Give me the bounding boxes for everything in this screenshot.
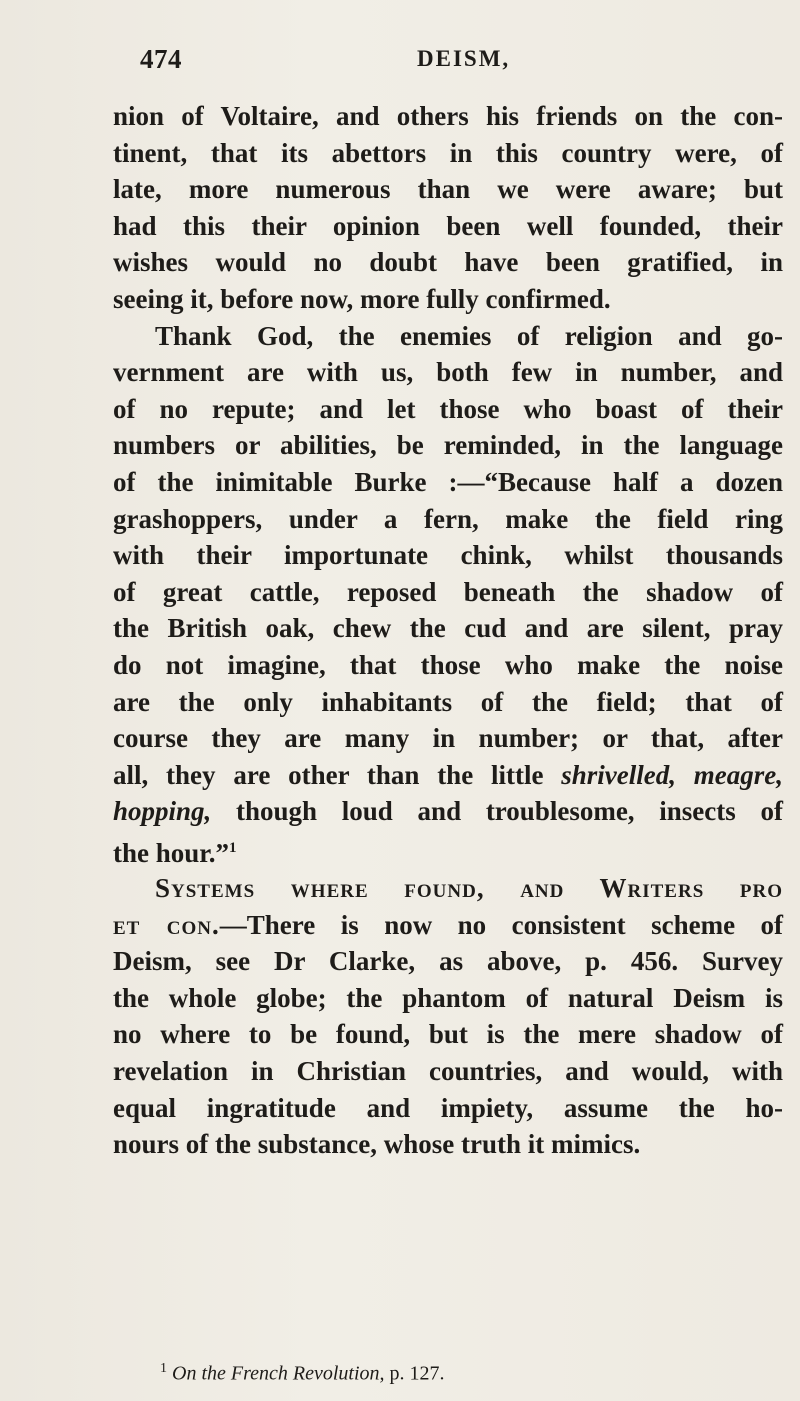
text-line: no where to be found, but is the mere shadow of (113, 1019, 783, 1050)
text-line: Thank God, the enemies of religion and go- (155, 320, 783, 351)
text-line: the whole globe; the phantom of natural Deism is (113, 982, 783, 1013)
text-line: of great cattle, reposed beneath the shadow of (113, 576, 783, 607)
running-head: DEISM, (417, 46, 511, 71)
text-span: the hour.” (113, 837, 230, 868)
text-line (113, 907, 783, 944)
text-line: Deism, see Dr Clarke, as above, p. 456. Survey (113, 946, 783, 977)
text-line (113, 830, 783, 872)
text-line: vernment are with us, both few in number, and (113, 357, 783, 388)
text-line: equal ingratitude and impiety, assume the ho- (113, 1092, 783, 1123)
text-line: course they are many in number; or that, after (113, 723, 783, 754)
text-line: wishes would no doubt have been gratified, in (113, 247, 783, 278)
paragraph-systems (113, 870, 783, 1163)
italic-text: shrivelled, meagre, (561, 759, 783, 790)
text-line: with their importunate chink, whilst thousands (113, 540, 783, 571)
page-header (0, 44, 800, 84)
page-number: 474 (140, 44, 182, 74)
text-line: late, more numerous than we were aware; but (113, 174, 783, 205)
footnote-page: p. 127. (384, 1362, 445, 1385)
text-line: of no repute; and let those who boast of their (113, 393, 783, 424)
text-line: had this their opinion been well founded, their (113, 210, 783, 241)
text-line: grashoppers, under a fern, make the field ring (113, 503, 783, 534)
text-line-with-italics (113, 793, 783, 830)
text-line: numbers or abilities, be reminded, in the language (113, 430, 783, 461)
text-line: the British oak, chew the cud and are silent, pray (113, 613, 783, 644)
footnote-title: On the French Revolution, (172, 1362, 385, 1385)
text-span: all, they are other than the little (113, 759, 562, 790)
text-line: are the only inhabitants of the field; that of (113, 686, 783, 717)
text-line: revelation in Christian countries, and would, with (113, 1055, 783, 1086)
section-heading: Systems where found, and Writers pro (155, 873, 783, 903)
italic-text: hopping, (113, 796, 212, 827)
text-line: nion of Voltaire, and others his friends on the con- (113, 101, 783, 131)
small-caps-text: et con. (113, 909, 220, 940)
text-line: tinent, that its abettors in this country were, of (113, 137, 783, 168)
text-span: —There is now no consistent scheme of (219, 909, 783, 940)
text-line-with-italics (113, 757, 783, 794)
text-line: seeing it, before now, more fully confirmed. (113, 283, 611, 314)
paragraph-burke-quote (113, 98, 783, 871)
text-span: though loud and troublesome, insects of (211, 796, 783, 827)
text-line: of the inimitable Burke :—“Because half a dozen (113, 466, 783, 497)
footnote (160, 1361, 445, 1386)
text-line: nours of the substance, whose truth it mimics. (113, 1129, 641, 1160)
footnote-mark: 1 (160, 1361, 167, 1376)
text-line: do not imagine, that those who make the noise (113, 649, 783, 680)
footnote-reference: 1 (229, 839, 237, 856)
